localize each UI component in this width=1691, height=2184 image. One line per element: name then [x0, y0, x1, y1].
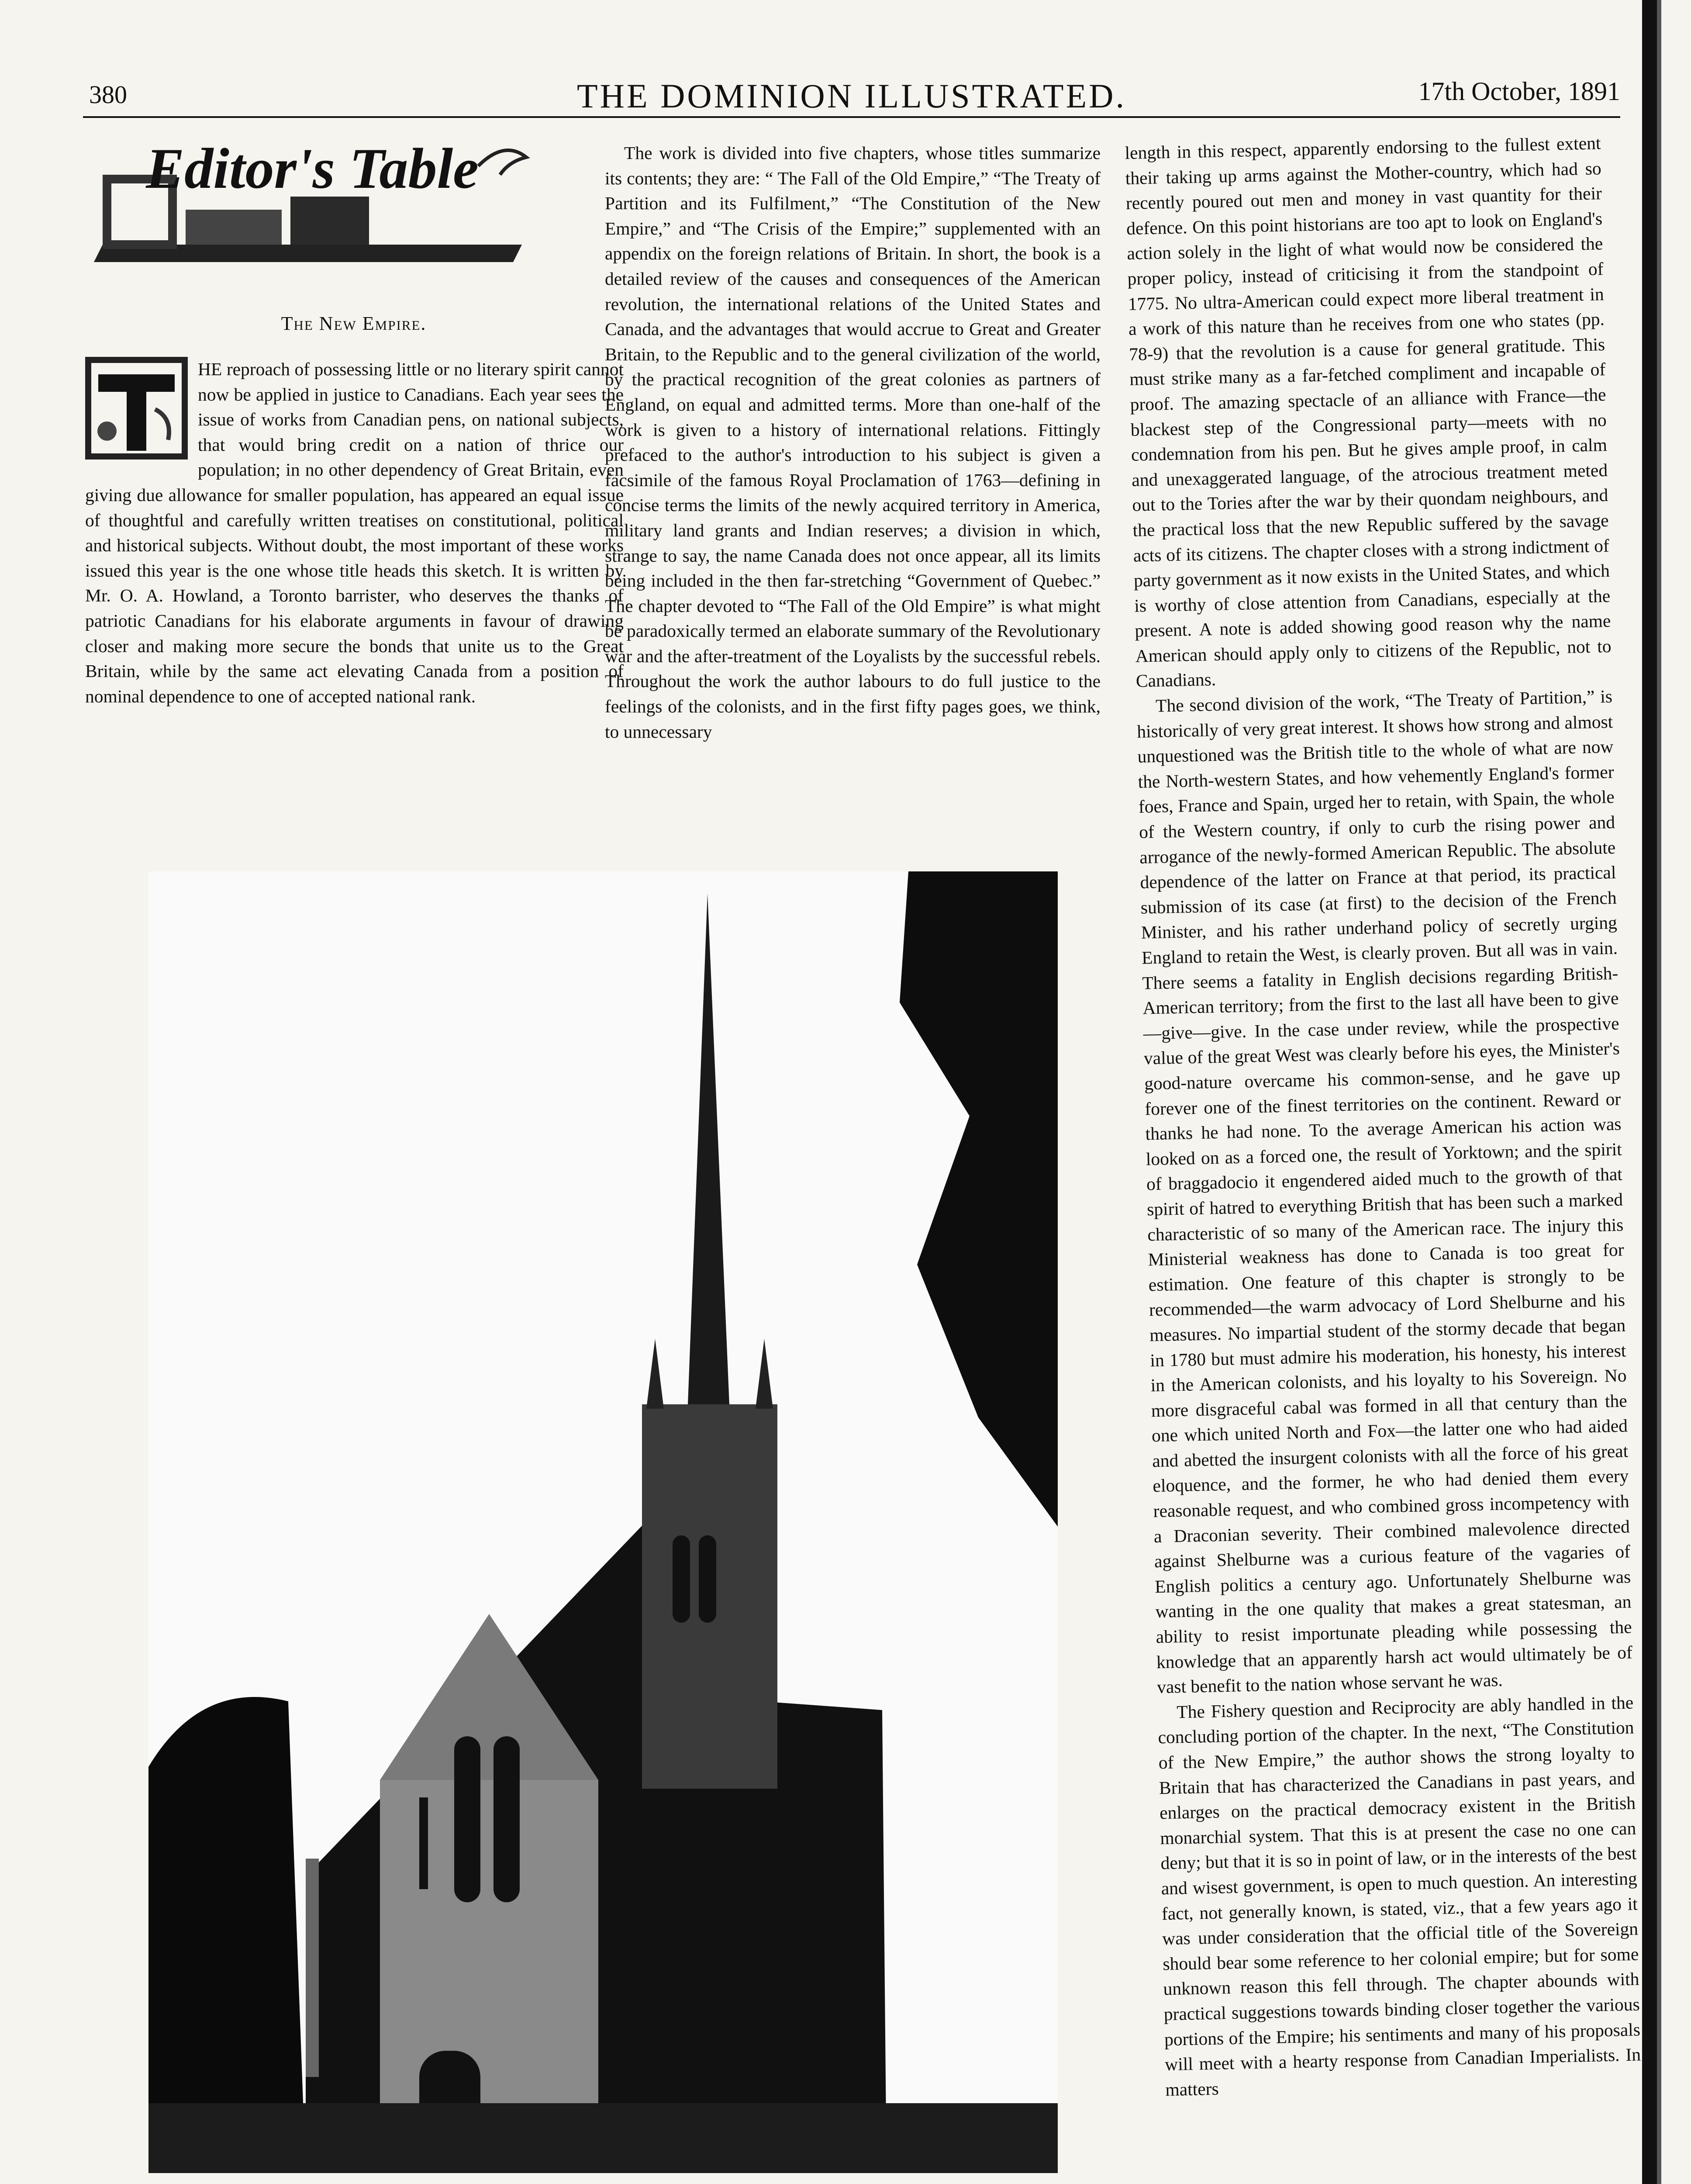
article-column-3	[1125, 131, 1642, 2102]
article-column-1	[85, 357, 624, 709]
article-column-2	[605, 141, 1101, 744]
article-heading: The New Empire.	[281, 313, 427, 334]
column-3-paragraph-2: The second division of the work, “The Treaty of Partition,” is historically of very great interest. It shows how strong and almost unquestioned was the British title to the whole of what are now the North-western States, and how vehemently England's former foes, France and Spain, urged her to retain, with Spain, the whole of the Western country, if only to curb the rising power and arrogance of the newly-formed American Republic. The absolute dependence of the latter on France at that period, its practical submission of its case (at first) to the decision of the French Minister, and his rather underhand policy of secretly urging England to retain the West, is clearly proven. But all was in vain. There seems a fatality in English decisions regarding British-American territory; from the first to the last all have been to give—give—give. In the case under review, while the prospective value of the great West was clearly before his eyes, the Minister's good-nature overcame his common-sense, and he gave up forever one of the finest territories on the continent. Reward or thanks he had none. To the average American his action was looked on as a forced one, the result of Yorktown; and the spirit of braggadocio it engendered aided much to the growth of that spirit of hatred to everything British that has been such a marked characteristic of so many of the American race. The injury this Ministerial weakness has done to Canada is too great for estimation. One feature of this chapter is strongly to be recommended—the warm advocacy of Lord Shelburne and his measures. No impartial student of the stormy decade that began in 1780 but must admire his moderation, his honesty, his interest in the American colonists, and his loyalty to his Sovereign. No more disgraceful cabal was formed in all that century than the one which united North and Fox—the latter one who had aided and abetted the insurgent colonists with all the force of his great eloquence, and the former, he who had denied them every reasonable request, and who combined gross incompetency with a Draconian severity. Their combined malevolence directed against Shelburne was a curious feature of the vagaries of English politics a century ago. Unfortunately Shelburne was wanting in the one quality that makes a great statesman, an ability to resist importunate pleading while possessing the knowledge that an apparently harsh act would ultimately be of vast benefit to the nation whose servant he was.	[1136, 686, 1633, 1697]
page-number: 380	[89, 80, 127, 109]
column-3-paragraph-1: length in this respect, apparently endorsing to the fullest extent their taking up arms against the Mother-country, which had so recently poured out men and money in vast quantity for their defence. On this point historians are too apt to look on England's action solely in the light of what would now be considered the proper policy, instead of criticising it from the standpoint of 1775. No ultra-American could expect more liberal treatment in a work of this nature than he receives from one who states (pp. 78-9) that the revolution is a cause for general gratitude. This must strike many as a far-fetched compliment and incapable of proof. The amazing spectacle of an alliance with France—the blackest step of the Congressional party—meets with no condemnation from his pen. But he gives ample proof, in calm and unexaggerated language, of the atrocious treatment meted out to the Tories after the war by their quondam neighbours, and the practical loss that the new Republic suffered by the savage acts of its citizens. The chapter closes with a strong indictment of party government as it now exists in the United States, and which is worthy of close attention from Canadians, especially at the present. A note is added showing good reason why the name American should apply only to citizens of the Republic, not to Canadians.	[1125, 133, 1612, 691]
church-photograph	[148, 871, 1058, 2173]
column-1-paragraph: HE reproach of possessing little or no literary spirit cannot now be applied in justice to Canadians. Each year sees the issue of works from Canadian pens, on national subjects, that would bring credit on a nation of thrice our population; in no other dependency of Great Britain, even giving due allowance for smaller population, has appeared an equal issue of thoughtful and carefully written treatises on constitutional, political and historical subjects. Without doubt, the most important of these works issued this year is the one whose title heads this sketch. It is written by Mr. O. A. Howland, a Toronto barrister, who deserves the thanks of patriotic Canadians for his elaborate arguments in favour of drawing closer and making more secure the bonds that unite us to the Great Britain, while by the same act elevating Canada from a position of nominal dependence to one of accepted national rank.	[85, 359, 624, 706]
decorative-initial-t	[85, 357, 198, 462]
masthead-word: Editor's Table	[146, 136, 479, 200]
running-header	[83, 72, 1620, 120]
column-2-paragraph: The work is divided into five chapters, whose titles summarize its contents; they are: “ The Fall of the Old Empire,” “The Treaty of Partition and its Fulfilment,” “The Constitution of the New Empire,” and “The Crisis of the Empire;” supplemented with an appendix on the foreign relations of Britain. In short, the book is a detailed review of the causes and consequences of the American revolution, the international relations of the United States and Canada, and the advantages that would accrue to Great and Greater Britain, to the Republic and to the general civilization of the world, by the practical recognition of the great colonies as partners of England, on equal and admitted terms. More than one-half of the work is given to a history of international relations. Fittingly prefaced to the author's introduction to his subject is given a facsimile of the famous Royal Proclamation of 1763—defining in concise terms the limits of the newly acquired territory in America, military land grants and Indian reserves; a division in which, strange to say, the name Canada does not once appear, all its limits being included in the then far-stretching “Government of Quebec.” The chapter devoted to “The Fall of the Old Empire” is what might be paradoxically termed an elaborate summary of the Revolutionary war and the after-treatment of the Loyalists by the successful rebels. Throughout the work the author labours to do full justice to the feelings of the colonists, and in the first fifty pages goes, we think, to unnecessary	[605, 143, 1101, 742]
binding-edge	[1642, 0, 1691, 2184]
publication-title: THE DOMINION ILLUSTRATED.	[576, 77, 1127, 115]
column-3-paragraph-3: The Fishery question and Reciprocity are ably handled in the concluding portion of the chapter. In the next, “The Constitution of the New Empire,” the author shows the strong loyalty to Britain that has characterized the Canadians in past years, and enlarges on the practical democracy existent in the British monarchial system. That this is at present the case no one can deny; but that it is so in point of law, or in the interests of the best and wisest government, is open to much question. An interesting fact, not generally known, is stated, viz., that a few years ago it was under consideration that the official title of the Sovereign should bear some reference to her colonial empire; but for some unknown reason this fell through. The chapter abounds with practical suggestions towards binding closer together the various portions of the Empire; his sentiments and many of his proposals will meet with a hearty response from Canadian Imperialists. In matters	[1158, 1692, 1641, 2100]
issue-date: 17th October, 1891	[1418, 77, 1620, 106]
header-rule	[83, 116, 1620, 118]
editors-table-masthead	[85, 131, 535, 275]
